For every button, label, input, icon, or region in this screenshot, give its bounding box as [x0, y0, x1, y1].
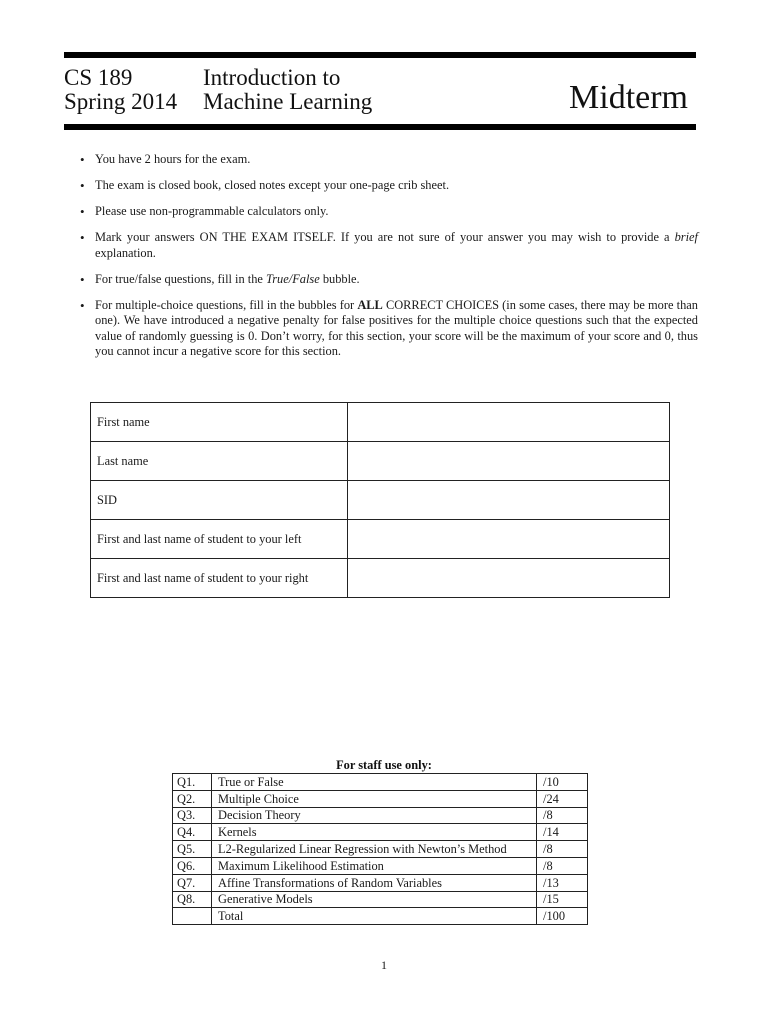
question-points: /10: [537, 774, 588, 791]
instruction-text: Please use non-programmable calculators only.: [95, 204, 329, 218]
page-number: 1: [381, 958, 387, 972]
instruction-text: For true/false questions, fill in the: [95, 271, 267, 286]
question-name: Affine Transformations of Random Variables: [212, 874, 537, 891]
course-title-line2: Machine Learning: [203, 89, 373, 114]
course-code: CS 189: [64, 65, 133, 90]
instruction-item: [80, 204, 698, 220]
info-row: [91, 403, 670, 442]
score-row: [173, 874, 588, 891]
info-field-input[interactable]: [348, 403, 670, 442]
header-bottom-rule: [64, 124, 696, 130]
exam-type: Midterm: [569, 79, 688, 116]
question-name: True or False: [212, 774, 537, 791]
question-points: /100: [537, 908, 588, 925]
instruction-text: bubble.: [319, 271, 360, 286]
question-points: /13: [537, 874, 588, 891]
instruction-item: [80, 272, 698, 288]
question-number: [173, 908, 212, 925]
score-row: [173, 790, 588, 807]
info-field-input[interactable]: [348, 520, 670, 559]
instruction-item: [80, 230, 698, 261]
info-field-input[interactable]: [348, 442, 670, 481]
score-row: [173, 807, 588, 824]
score-row: [173, 908, 588, 925]
info-field-label: Last name: [91, 442, 348, 481]
question-name: Total: [212, 908, 537, 925]
info-field-label: First name: [91, 403, 348, 442]
course-term: Spring 2014: [64, 89, 178, 114]
staff-use-title: For staff use only:: [336, 758, 432, 772]
info-row: [91, 442, 670, 481]
instruction-text: brief: [674, 230, 698, 244]
instruction-text: CORRECT CHOICES (in some cases, there may be more than one). We have introduced a negative penalty for false positives for the multiple choice questions such that the expected value of randomly guessing is 0. Don’t worry, for this section, your score will be the maximum of your score and 0, thus you cannot incur a negative score for this section.: [95, 297, 698, 358]
instruction-text: Mark your answers ON THE EXAM ITSELF. If you are not sure of your answer you may wish to provide a: [95, 230, 675, 244]
question-name: Multiple Choice: [212, 790, 537, 807]
instruction-item: [80, 152, 698, 168]
header-top-rule: [64, 52, 696, 58]
question-points: /14: [537, 824, 588, 841]
instruction-item: [80, 178, 698, 194]
score-row: [173, 824, 588, 841]
question-number: Q6.: [173, 857, 212, 874]
question-name: L2-Regularized Linear Regression with Newton’s Method: [212, 841, 537, 858]
instructions-list: [80, 152, 698, 370]
info-field-label: First and last name of student to your left: [91, 520, 348, 559]
question-number: Q1.: [173, 774, 212, 791]
info-field-input[interactable]: [348, 481, 670, 520]
question-number: Q4.: [173, 824, 212, 841]
question-points: /24: [537, 790, 588, 807]
info-field-input[interactable]: [348, 559, 670, 598]
instruction-text: True/False: [266, 271, 320, 286]
question-points: /15: [537, 891, 588, 908]
score-row: [173, 891, 588, 908]
score-row: [173, 857, 588, 874]
info-row: [91, 559, 670, 598]
score-row: [173, 774, 588, 791]
score-row: [173, 841, 588, 858]
question-name: Maximum Likelihood Estimation: [212, 857, 537, 874]
info-row: [91, 520, 670, 559]
question-points: /8: [537, 841, 588, 858]
staff-score-table: [172, 773, 588, 925]
question-number: Q5.: [173, 841, 212, 858]
info-row: [91, 481, 670, 520]
instruction-text: The exam is closed book, closed notes except your one-page crib sheet.: [95, 178, 450, 192]
info-field-label: SID: [91, 481, 348, 520]
question-number: Q2.: [173, 790, 212, 807]
question-name: Generative Models: [212, 891, 537, 908]
instruction-text: You have 2 hours for the exam.: [95, 152, 251, 166]
instruction-item: [80, 298, 698, 360]
info-field-label: First and last name of student to your right: [91, 559, 348, 598]
question-name: Kernels: [212, 824, 537, 841]
question-name: Decision Theory: [212, 807, 537, 824]
instruction-text: For multiple-choice questions, fill in the bubbles for: [95, 297, 358, 312]
question-points: /8: [537, 807, 588, 824]
student-info-table: [90, 402, 670, 598]
question-number: Q3.: [173, 807, 212, 824]
question-points: /8: [537, 857, 588, 874]
instruction-text: ALL: [357, 297, 383, 312]
question-number: Q7.: [173, 874, 212, 891]
instruction-text: explanation.: [95, 245, 156, 260]
course-title-line1: Introduction to: [203, 65, 341, 90]
question-number: Q8.: [173, 891, 212, 908]
